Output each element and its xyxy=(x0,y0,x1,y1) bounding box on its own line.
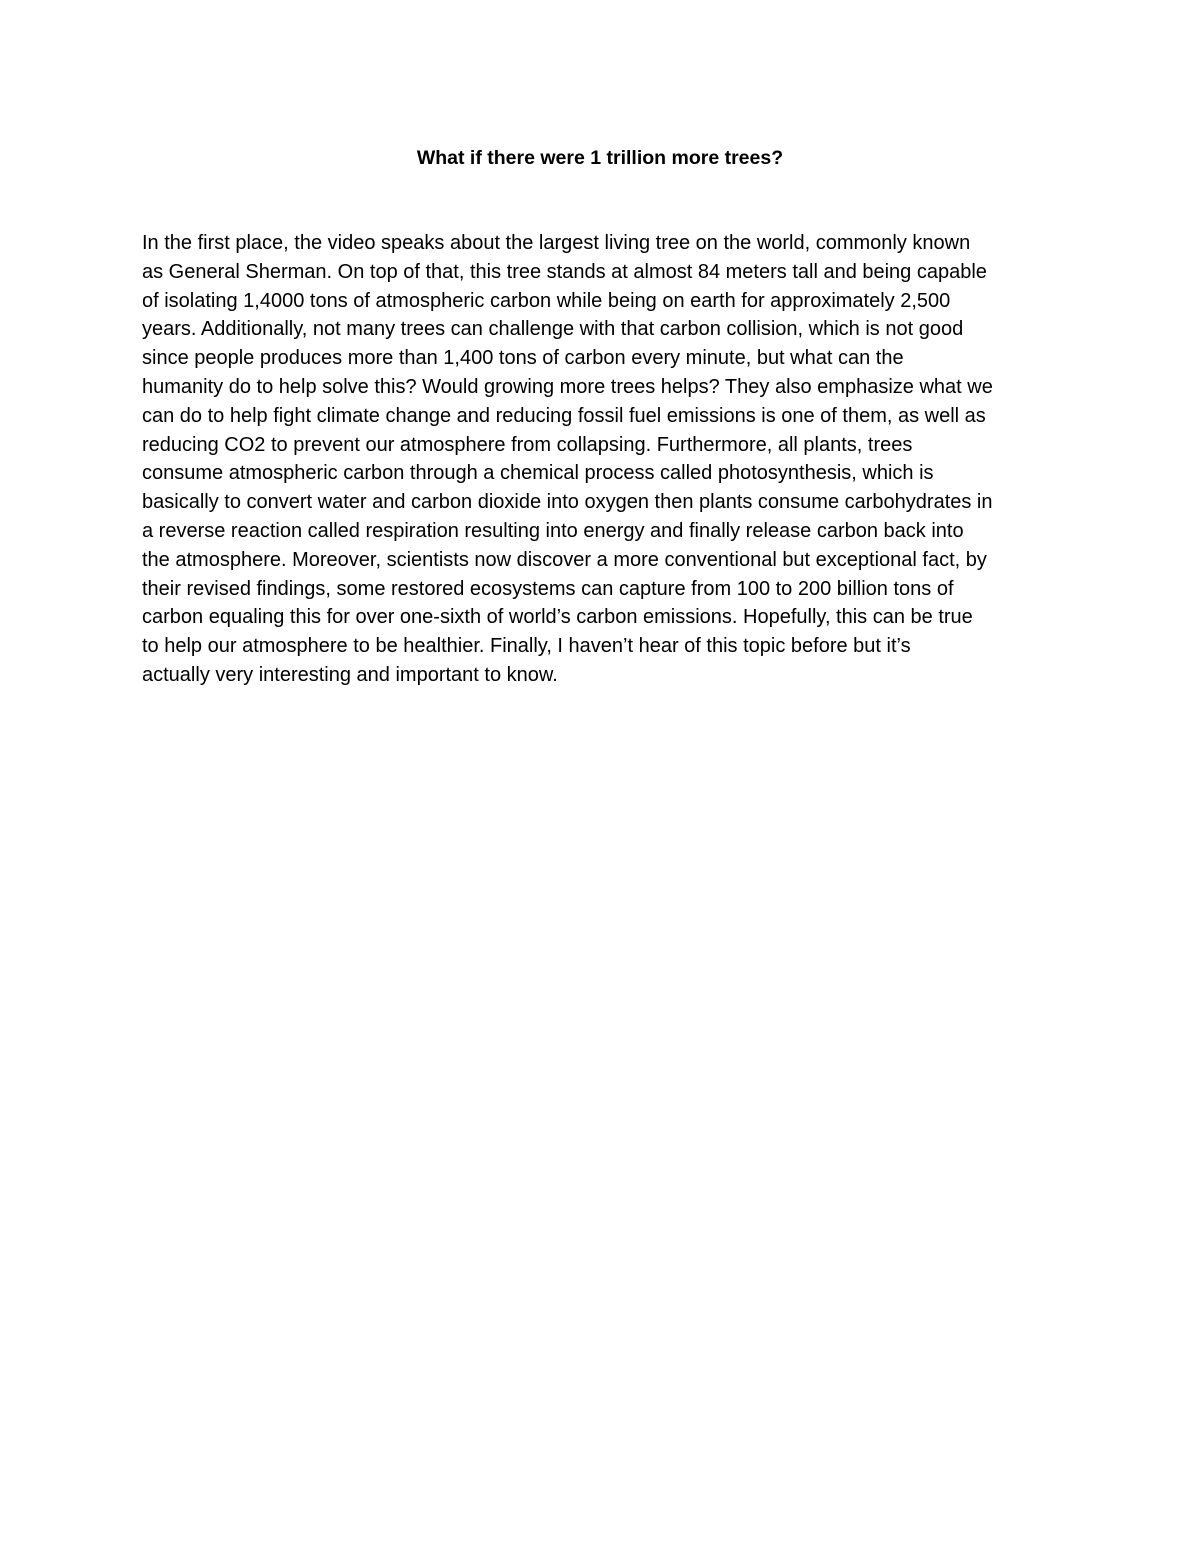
body-line: the atmosphere. Moreover, scientists now discover a more conventional but exceptional fact, by xyxy=(142,548,987,571)
body-line: since people produces more than 1,400 tons of carbon every minute, but what can the xyxy=(142,347,904,370)
document-title: What if there were 1 trillion more trees? xyxy=(416,147,784,169)
body-line: carbon equaling this for over one-sixth of world’s carbon emissions. Hopefully, this can be true xyxy=(142,606,973,629)
body-line: a reverse reaction called respiration resulting into energy and finally release carbon back into xyxy=(142,519,964,542)
body-line: as General Sherman. On top of that, this tree stands at almost 84 meters tall and being capable xyxy=(142,260,987,283)
body-line: their revised findings, some restored ecosystems can capture from 100 to 200 billion tons of xyxy=(142,577,954,600)
body-line: can do to help fight climate change and reducing fossil fuel emissions is one of them, as well as xyxy=(142,404,986,427)
body-line: basically to convert water and carbon dioxide into oxygen then plants consume carbohydrates in xyxy=(142,491,993,514)
body-line: reducing CO2 to prevent our atmosphere from collapsing. Furthermore, all plants, trees xyxy=(142,433,913,456)
body-line: years. Additionally, not many trees can challenge with that carbon collision, which is not good xyxy=(142,318,964,341)
body-line: of isolating 1,4000 tons of atmospheric carbon while being on earth for approximately 2,500 xyxy=(142,289,951,312)
body-line: humanity do to help solve this? Would growing more trees helps? They also emphasize what we xyxy=(142,375,993,398)
body-line: In the first place, the video speaks about the largest living tree on the world, commonly known xyxy=(142,232,971,254)
body-line: to help our atmosphere to be healthier. Finally, I haven’t hear of this topic before but it’s xyxy=(142,635,911,658)
document-body-paragraph xyxy=(142,229,1082,690)
body-line: consume atmospheric carbon through a chemical process called photosynthesis, which is xyxy=(142,462,934,485)
body-line: actually very interesting and important to know. xyxy=(142,663,558,686)
